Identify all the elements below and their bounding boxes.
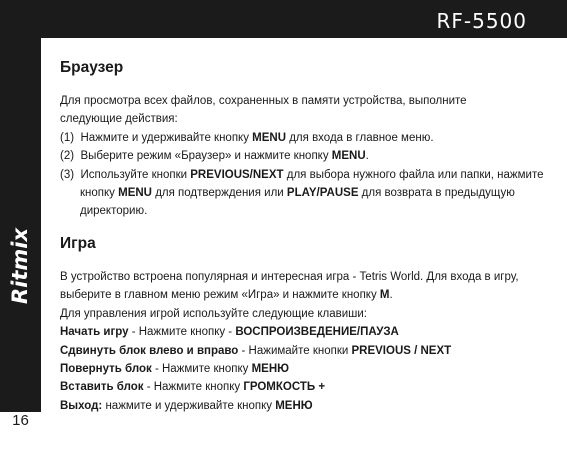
step-2: (2) Выберите режим «Браузер» и нажмите кнопку MENU. [60, 150, 369, 163]
control-start: Начать игру - Нажмите кнопку - ВОСПРОИЗВЕДЕНИЕ/ПАУЗА [60, 326, 399, 339]
browser-section [60, 58, 560, 221]
control-rotate: Повернуть блок - Нажмите кнопку МЕНЮ [60, 363, 289, 376]
control-insert: Вставить блок - Нажмите кнопку ГРОМКОСТЬ + [60, 381, 326, 394]
brand-logo: Ritmix [8, 227, 32, 305]
model-name: RF-5500 [436, 9, 527, 33]
control-exit: Выход: нажмите и удерживайте кнопку МЕНЮ [60, 399, 313, 412]
browser-title: Браузер [60, 59, 124, 76]
game-title: Игра [60, 235, 96, 252]
browser-steps [60, 129, 560, 221]
step-3: (3) Используйте кнопки PREVIOUS/NEXT для выбора нужного файла или папки, нажмите кнопку MENU для подтверждения или PLAY/PAUSE для возврата в предыдущую директорию. [60, 168, 544, 218]
game-intro: В устройство встроена популярная и интересная игра - Tetris World. Для входа в игру, выберите в главном меню режим «Игра» и нажмите кнопку M. [60, 271, 519, 302]
step-1: (1) Нажмите и удерживайте кнопку MENU для входа в главное меню. [60, 131, 434, 144]
header-bar [0, 0, 567, 38]
control-move: Сдвинуть блок влево и вправо - Нажимайте кнопки PREVIOUS / NEXT [60, 344, 452, 357]
browser-intro: Для просмотра всех файлов, сохраненных в памяти устройства, выполните следующие действия: [60, 95, 467, 126]
controls-intro: Для управления игрой используйте следующие клавиши: [60, 307, 367, 320]
page-number: 16 [12, 412, 29, 429]
game-section [60, 234, 560, 415]
sidebar-band [0, 38, 41, 412]
